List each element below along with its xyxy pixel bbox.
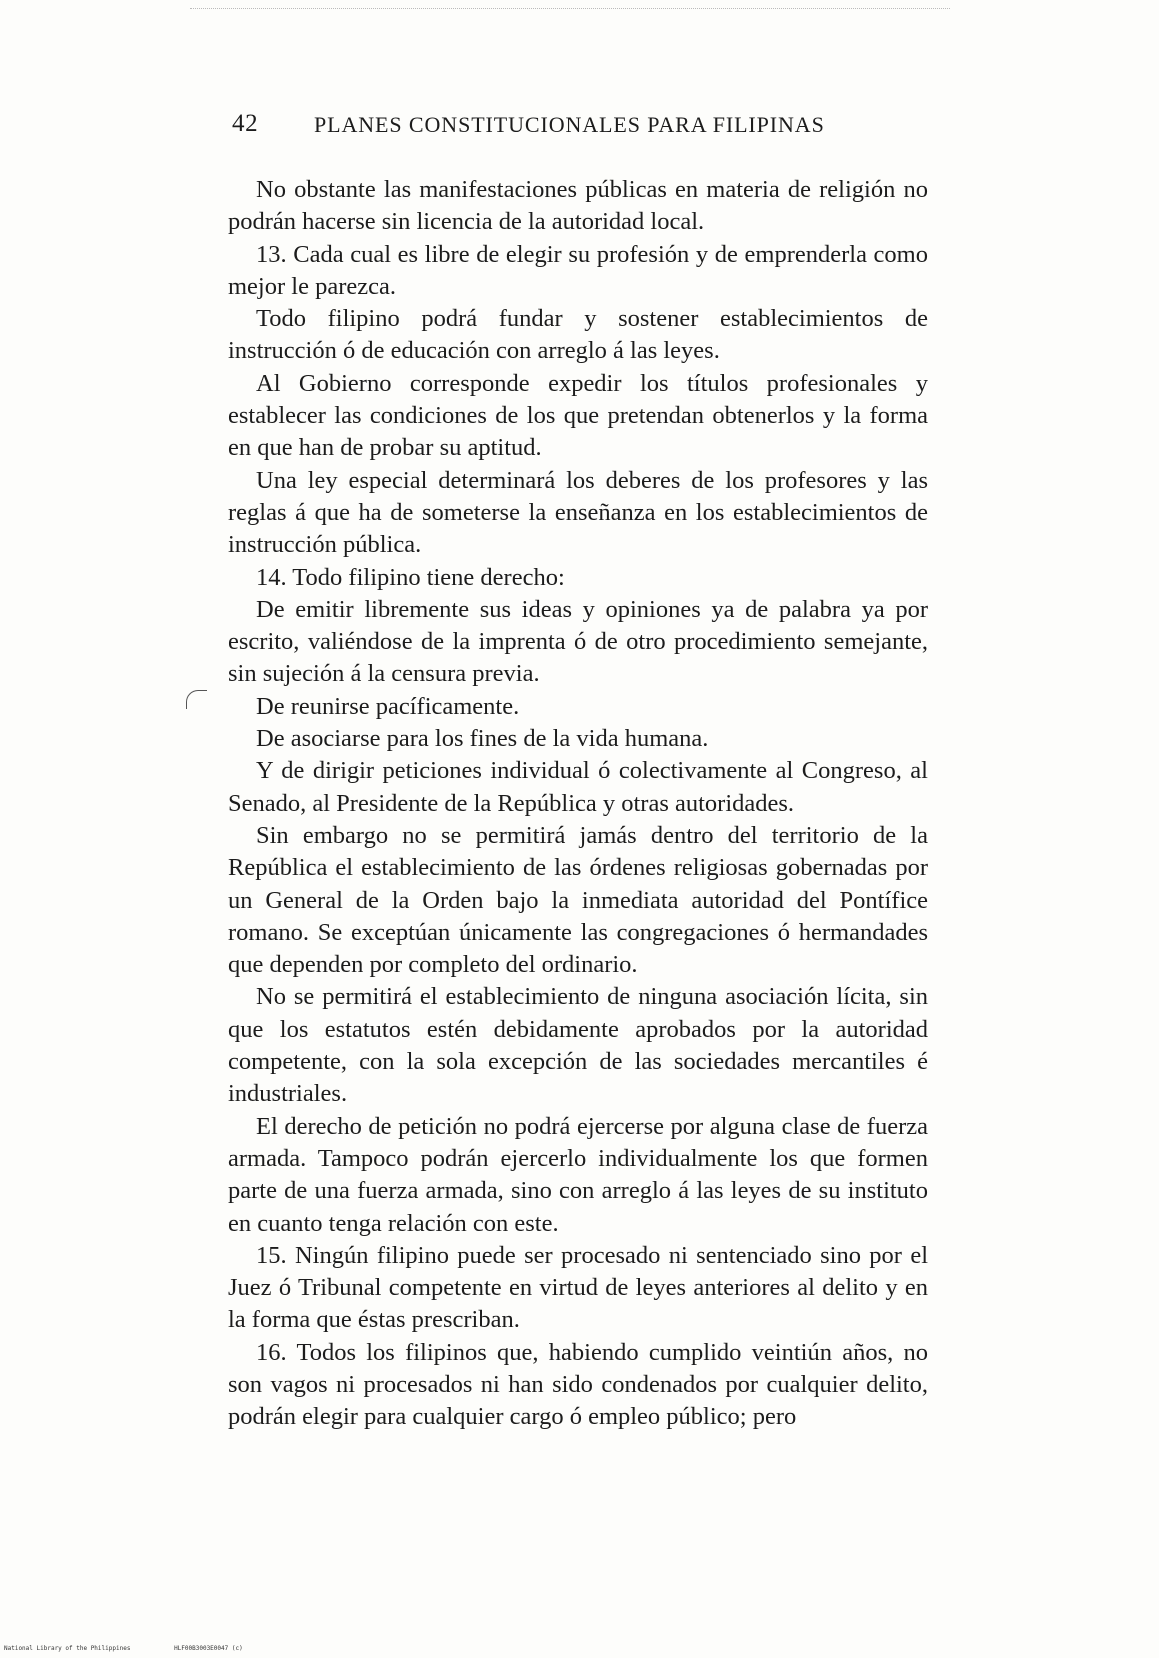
paragraph: No obstante las manifestaciones públicas en materia de religión no podrán hacerse sin licencia de la autoridad local. [228,176,928,236]
paragraph: De asociarse para los fines de la vida humana. [256,725,709,753]
paragraph: No se permitirá el establecimiento de ninguna asociación lícita, sin que los estatutos estén debidamente aprobados por la autoridad competente, con la sola excepción de las sociedades mercantiles é industriales. [228,983,928,1108]
paragraph: Una ley especial determinará los deberes de los profesores y las reglas á que ha de someterse la enseñanza en los establecimientos de instrucción pública. [228,466,928,559]
scan-footer [4,1645,283,1652]
margin-pencil-mark [186,690,207,709]
running-title: PLANES CONSTITUCIONALES PARA FILIPINAS [314,112,825,137]
paragraph: 14. Todo filipino tiene derecho: [256,563,565,591]
paragraph: Sin embargo no se permitirá jamás dentro del territorio de la República el establecimiento de las órdenes religiosas gobernadas por un General de la Orden bajo la inmediata autoridad del Pontífice romano. Se exceptúan únicamente las congregaciones ó hermandades que dependen por completo del ordinario. [228,821,928,979]
scan-code: HLF00B3003E0047 (c) [174,1645,243,1652]
paragraph: De emitir libremente sus ideas y opiniones ya de palabra ya por escrito, valiéndose de la imprenta ó de otro procedimiento semejante, sin sujeción á la censura previa. [228,595,928,688]
paragraph: Todo filipino podrá fundar y sostener establecimientos de instrucción ó de educación con arreglo á las leyes. [228,305,928,365]
page-number: 42 [232,110,259,137]
paragraph: 16. Todos los filipinos que, habiendo cumplido veintiún años, no son vagos ni procesados ni han sido condenados por cualquier delito, podrán elegir para cualquier cargo ó empleo público; pero [228,1338,928,1431]
paragraph: El derecho de petición no podrá ejercerse por alguna clase de fuerza armada. Tampoco podrán ejercerlo individualmente los que formen parte de una fuerza armada, sino con arreglo á las leyes de su instituto en cuanto tenga relación con este. [228,1112,928,1237]
paragraph: Al Gobierno corresponde expedir los títulos profesionales y establecer las condiciones de los que pretendan obtenerlos y la forma en que han de probar su aptitud. [228,369,928,462]
page-header [232,110,912,150]
paragraph: Y de dirigir peticiones individual ó colectivamente al Congreso, al Senado, al Presidente de la República y otras autoridades. [228,757,928,817]
paragraph: 13. Cada cual es libre de elegir su profesión y de emprenderla como mejor le parezca. [228,240,928,300]
scan-border-dots [190,8,950,13]
paragraph: De reunirse pacíficamente. [256,692,520,720]
paragraph: 15. Ningún filipino puede ser procesado ni sentenciado sino por el Juez ó Tribunal competente en virtud de leyes anteriores al delito y en la forma que éstas prescriban. [228,1241,928,1334]
library-credit: National Library of the Philippines [4,1645,131,1652]
body-text [228,174,928,1434]
